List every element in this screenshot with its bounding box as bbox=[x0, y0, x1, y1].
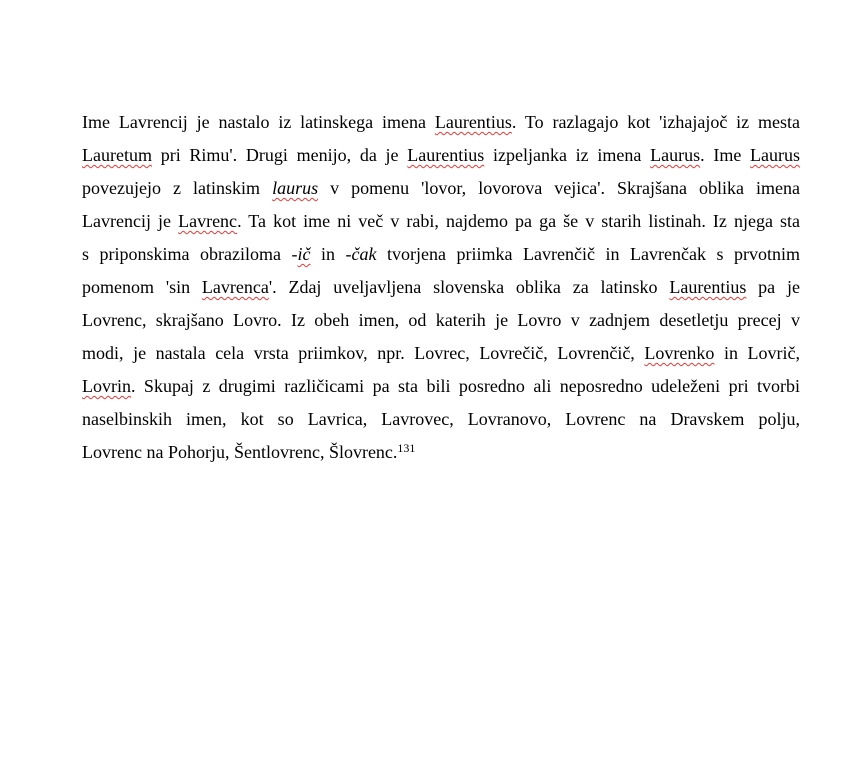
text-run: pa je bbox=[746, 277, 800, 297]
misspelled-word: Lovrin bbox=[82, 376, 131, 396]
body-paragraph bbox=[82, 106, 800, 469]
text-run: Lovrenc na Pohorju, Šentlovrenc, Šlovrenc. bbox=[82, 442, 398, 462]
text-run: . Skupaj z drugimi različicami pa sta bili posredno ali neposredno udeleženi pri tvorbi bbox=[131, 376, 800, 396]
text-run: . To razlagajo kot 'izhajajoč iz mesta bbox=[511, 112, 800, 132]
text-line bbox=[82, 403, 800, 436]
text-run: povezujejo z latinskim bbox=[82, 178, 273, 198]
text-run: . Ime bbox=[700, 145, 751, 165]
misspelled-word: ič bbox=[297, 244, 311, 264]
misspelled-word: Lavrenc bbox=[178, 211, 238, 231]
misspelled-word: Lovrenko bbox=[644, 343, 715, 363]
text-run: -čak bbox=[345, 244, 377, 264]
text-run: naselbinskih imen, kot so Lavrica, Lavrovec, Lovranovo, Lovrenc na Dravskem polju, bbox=[82, 409, 800, 429]
text-run: '. Zdaj uveljavljena slovenska oblika za latinsko bbox=[268, 277, 670, 297]
text-line bbox=[82, 271, 800, 304]
text-run: tvorjena priimka Lavrenčič in Lavrenčak s prvotnim bbox=[376, 244, 800, 264]
text-line bbox=[82, 337, 800, 370]
text-line bbox=[82, 238, 800, 271]
text-line bbox=[82, 304, 800, 337]
text-line bbox=[82, 436, 800, 469]
text-line bbox=[82, 172, 800, 205]
text-run: Lovrenc, skrajšano Lovro. Iz obeh imen, od katerih je Lovro v zadnjem desetletju precej v bbox=[82, 310, 800, 330]
text-run: s priponskima obraziloma bbox=[82, 244, 292, 264]
misspelled-word: Laurus bbox=[650, 145, 701, 165]
text-run: - bbox=[291, 244, 298, 264]
misspelled-word: Laurus bbox=[750, 145, 801, 165]
text-run: in bbox=[310, 244, 346, 264]
text-run: izpeljanka iz imena bbox=[484, 145, 651, 165]
misspelled-word: Lavrenca bbox=[201, 277, 269, 297]
misspelled-word: Laurentius bbox=[407, 145, 485, 165]
text-run: v pomenu 'lovor, lovorova vejica'. Skrajšana oblika imena bbox=[318, 178, 800, 198]
text-run: modi, je nastala cela vrsta priimkov, npr. Lovrec, Lovrečič, Lovrenčič, bbox=[82, 343, 645, 363]
text-line bbox=[82, 370, 800, 403]
misspelled-word: Lauretum bbox=[82, 145, 152, 165]
text-run: pri Rimu'. Drugi menijo, da je bbox=[151, 145, 408, 165]
text-line bbox=[82, 106, 800, 139]
text-run: in Lovrič, bbox=[714, 343, 801, 363]
text-run: Lavrencij je bbox=[82, 211, 179, 231]
misspelled-word: laurus bbox=[272, 178, 319, 198]
text-run: Ime Lavrencij je nastalo iz latinskega imena bbox=[82, 112, 435, 132]
misspelled-word: Laurentius bbox=[434, 112, 512, 132]
footnote-reference[interactable]: 131 bbox=[397, 441, 416, 455]
text-run: . Ta kot ime ni več v rabi, najdemo pa ga še v starih listinah. Iz njega sta bbox=[237, 211, 800, 231]
misspelled-word: Laurentius bbox=[669, 277, 747, 297]
text-run: pomenom 'sin bbox=[82, 277, 202, 297]
text-line bbox=[82, 139, 800, 172]
text-line bbox=[82, 205, 800, 238]
